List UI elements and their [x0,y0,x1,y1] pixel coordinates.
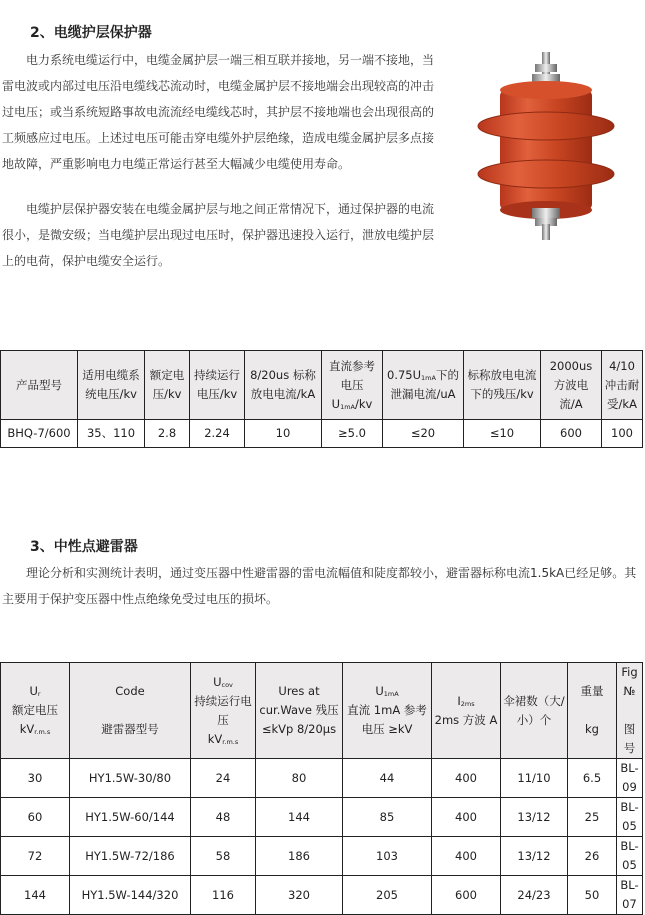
cell: 13/12 [501,837,568,876]
header-dc-reference-voltage: 直流参考电压 $U_{1mA}/kv$ [322,351,383,420]
header-leakage-current: $0.75U_{1mA}$下的泄漏电流/uA [383,351,464,420]
cell: 58 [191,837,256,876]
cell: 6.5 [568,759,617,798]
cable-sheath-protector-image [470,50,630,240]
cell: HY1.5W-60/144 [70,798,191,837]
table-row [1,876,643,915]
cell: 144 [1,876,70,915]
table-row [1,837,643,876]
cell: 400 [432,759,501,798]
cell: 103 [343,837,432,876]
table-row [1,798,643,837]
cell: 85 [343,798,432,837]
cell: 2.8 [145,420,190,448]
cell: 60 [1,798,70,837]
header-system-voltage: 适用电缆系统电压/kv [78,351,145,420]
section-3-title: 3、中性点避雷器 [30,539,138,555]
cell: HY1.5W-30/80 [70,759,191,798]
cell: 400 [432,798,501,837]
cell: BL-09 [617,759,643,798]
header-reference-voltage: $U_{1mA}$ 直流 1mA 参考电压 ≥kV [343,663,432,759]
cell: ≤10 [464,420,541,448]
cell: BL-05 [617,798,643,837]
cell: 10 [245,420,322,448]
cell: 72 [1,837,70,876]
header-rated-voltage: 额定电压/kv [145,351,190,420]
cell: 24 [191,759,256,798]
cell: 13/12 [501,798,568,837]
cell: ≤20 [383,420,464,448]
cell: 48 [191,798,256,837]
table-row [1,759,643,798]
cell: 80 [256,759,343,798]
header-square-wave: $I_{2ms}$ 2ms 方波 A [432,663,501,759]
cable-sheath-protector-spec-table [0,350,643,448]
cell: 2.24 [190,420,245,448]
table-header-row [1,351,643,420]
cell: BHQ-7/600 [1,420,78,448]
section-2-paragraph-2: 电缆护层保护器安装在电缆金属护层与地之间正常情况下，通过保护器的电流很小，是微安级；当电缆护层出现过电压时，保护器迅速投入运行，泄放电缆护层上的电荷，保护电缆安全运行。 [2,202,435,268]
header-figure-number: Fig № 图号 [617,663,643,759]
cell: 144 [256,798,343,837]
header-code: Code 避雷器型号 [70,663,191,759]
section-2-title: 2、电缆护层保护器 [30,25,152,41]
cell: 600 [432,876,501,915]
cell: BL-07 [617,876,643,915]
cell: HY1.5W-72/186 [70,837,191,876]
header-square-wave-current: 2000us 方波电流/A [541,351,602,420]
header-continuous-voltage: $U_{cov}$ 持续运行电压 $kV_{r.m.s}$ [191,663,256,759]
cell: 50 [568,876,617,915]
table-row [1,420,643,448]
section-2-paragraph-1: 电力系统电缆运行中，电缆金属护层一端三相互联并接地，另一端不接地，当雷电波或内部过电压沿电缆线芯流动时，电缆金属护层不接地端会出现较高的冲击过电压；或当系统短路事故电流流经电缆线芯时，其护层不接地端也会出现很高的工频感应过电压。上述过电压可能击穿电缆外护层绝缘，造成电缆金属护层多点接地故障，严重影响电力电缆正常运行甚至大幅减少电缆使用寿命。 [2,53,435,171]
header-residual-voltage: 标称放电电流下的残压/kv [464,351,541,420]
cell: 100 [602,420,643,448]
header-weight: 重量 kg [568,663,617,759]
header-model: 产品型号 [1,351,78,420]
cell: 44 [343,759,432,798]
neutral-arrester-spec-table [0,662,643,915]
cell: 30 [1,759,70,798]
cell: 25 [568,798,617,837]
header-discharge-current: 8/20us 标称放电电流/kA [245,351,322,420]
cell: 400 [432,837,501,876]
cell: 320 [256,876,343,915]
cell: 26 [568,837,617,876]
cell: 11/10 [501,759,568,798]
cell: 186 [256,837,343,876]
cell: 600 [541,420,602,448]
header-residual-voltage: Ures at cur.Wave 残压≤kVp 8/20μs [256,663,343,759]
header-continuous-voltage: 持续运行电压/kv [190,351,245,420]
cell: 116 [191,876,256,915]
table-header-row [1,663,643,759]
header-impulse-withstand: 4/10 冲击耐受/kA [602,351,643,420]
cell: BL-05 [617,837,643,876]
header-shed-count: 伞裙数（大/小）个 [501,663,568,759]
cell: 24/23 [501,876,568,915]
header-rated-voltage: $U_r$ 额定电压 $kV_{r.m.s}$ [1,663,70,759]
section-3-paragraph: 理论分析和实测统计表明，通过变压器中性避雷器的雷电流幅值和陡度都较小，避雷器标称电流1.5kA已经足够。其主要用于保护变压器中性点绝缘免受过电压的损坏。 [2,566,637,606]
cell: 205 [343,876,432,915]
cell: ≥5.0 [322,420,383,448]
cell: HY1.5W-144/320 [70,876,191,915]
cell: 35、110 [78,420,145,448]
